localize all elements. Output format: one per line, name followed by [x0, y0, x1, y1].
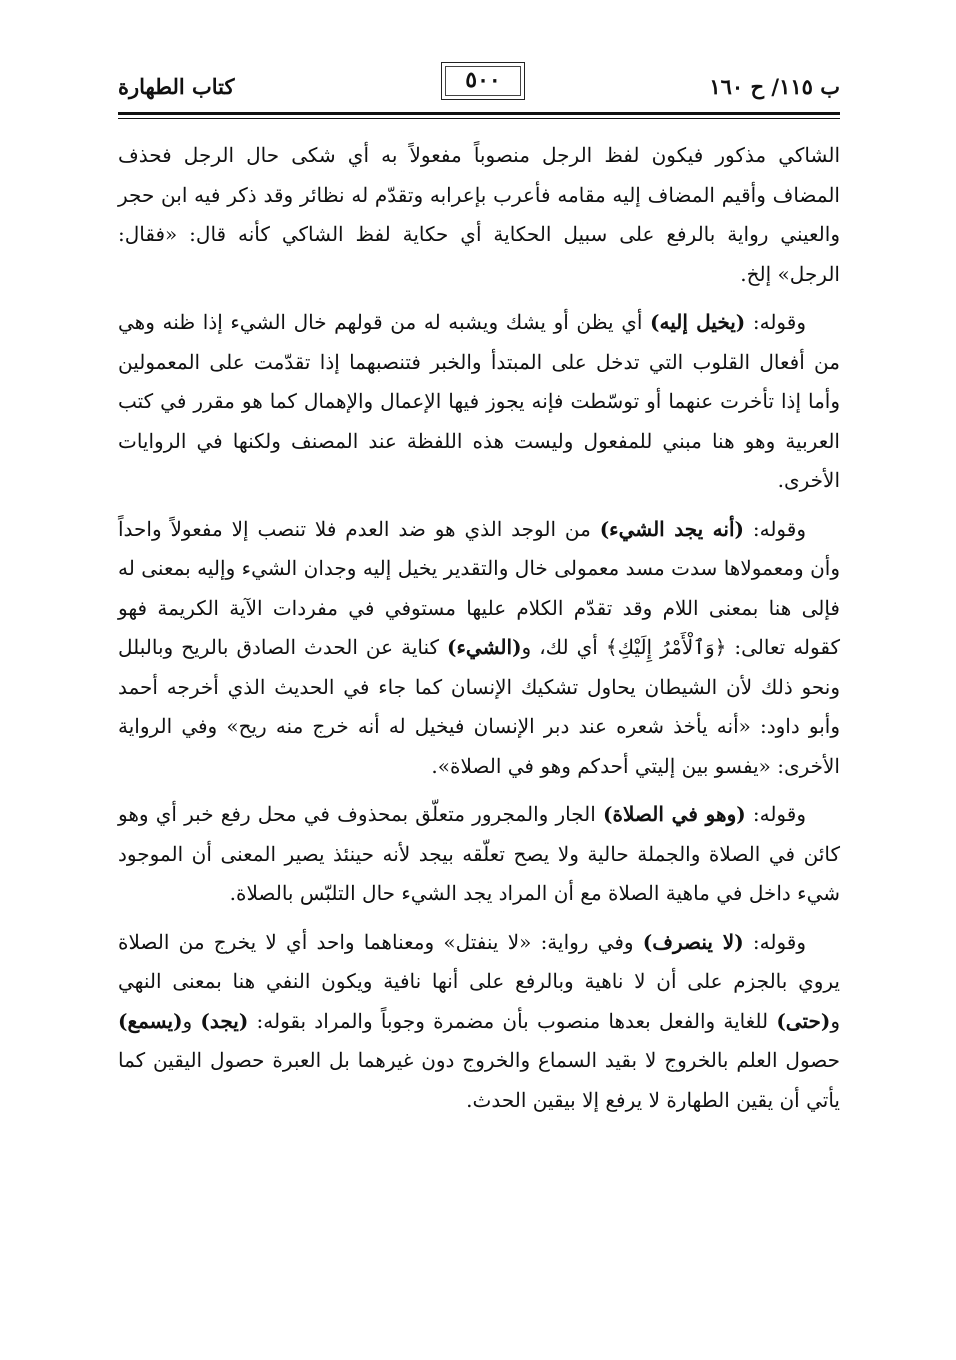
paragraph-text: الشاكي مذكور فيكون لفظ الرجل منصوباً مفعولاً به أي شكى حال الرجل فحذف المضاف وأقيم المضاف إليه مقامه فأعرب بإعرابه وتقدّم له نظائر وقد ذكر فيه ابن حجر والعيني رواية بالرفع على سبيل الحكاية أي حكاية لفظ الشاكي كأنه قال: «فقال: الرجل» إلخ.: [118, 143, 840, 286]
bold-term: (وهو في الصلاة): [603, 802, 746, 826]
paragraph-text: و: [182, 1008, 201, 1033]
body-text: [118, 136, 840, 1129]
paragraph-lead: وقوله:: [745, 310, 806, 334]
bold-term: (حتى): [776, 1008, 831, 1033]
paragraph-text: أي يظن أو يشك ويشبه له من قولهم خال الشيء إذا ظنه وهي من أفعال القلوب التي تدخل على المبتدأ والخبر فتنصبهما إذا تقدّمت على المعمولين وأما إذا تأخرت عنهما أو توسّطت فإنه يجوز فيها الإعمال والإهمال كما هو مقرر في كتب العربية وهو هنا مبني للمفعول وليست هذه اللفظة عند المصنف ولكنها في الروايات الأخرى.: [118, 310, 840, 492]
paragraph-text: حصول العلم بالخروج لا بقيد السماع والخروج دون غيرهما بل العبرة حصول اليقين كما يأتي أن يقين الطهارة لا يرفع إلا بيقين الحدث.: [118, 1048, 840, 1112]
bold-term: (يسمع): [118, 1008, 183, 1033]
paragraph-2: [118, 303, 840, 501]
bold-term: (يجد): [200, 1008, 249, 1033]
paragraph-5: [118, 923, 840, 1121]
bold-term: (لا ينصرف): [642, 929, 744, 954]
bold-term: (الشيء): [447, 635, 522, 659]
reference-number: ب ١١٥/ ح ١٦٠: [709, 74, 840, 99]
book-section-title: كتاب الطهارة: [118, 74, 235, 99]
paragraph-lead: وقوله:: [745, 802, 806, 826]
bold-term: (يخيل إليه): [650, 310, 746, 334]
paragraph-text: من الوجد الذي هو ضد العدم فلا تنصب إلا مفعولاً واحداً وأن ومعمولاها سدت مسد معمولى خال والتقدير يخيل إليه وجدان الشيء وإليه بمعنى له فإلى هنا بمعنى اللام وقد تقدّم الكلام عليها مستوفي في مفردات الآية الكريمة فهو كقوله تعالى: ﴿وَٱلْأَمْرُ إِلَيْكِ﴾ أي لك، و: [118, 516, 840, 659]
paragraph-text: الجار والمجرور متعلّق بمحذوف في محل رفع خبر أي وهو كائن في الصلاة والجملة حالية ولا يصح تعلّقه بيجد لأنه حينئذ يصير المعنى أن الموجود شيء داخل في ماهية الصلاة مع أن المراد يجد الشيء حال التلبّس بالصلاة.: [118, 802, 840, 905]
paragraph-lead: وقوله:: [743, 929, 806, 954]
paragraph-lead: وقوله:: [744, 516, 806, 541]
header-rule-thick: [118, 112, 840, 115]
paragraph-3: [118, 510, 840, 787]
page-header: [118, 62, 840, 110]
paragraph-4: [118, 795, 840, 914]
page-number: ٥٠٠: [441, 62, 525, 100]
paragraph-text: كناية عن الحدث الصادق بالريح وبالبلل ونحو ذلك لأن الشيطان يحاول تشكيك الإنسان كما جاء في الحديث الذي أخرجه أحمد وأبو داود: «أنه يأخذ شعره عند دبر الإنسان فيخيل له أنه خرج منه ريح» وفي الرواية الأخرى: «يفسو بين إليتي أحدكم وهو في الصلاة».: [118, 635, 841, 778]
bold-term: (أنه يجد الشيء): [599, 516, 744, 541]
paragraph-1: [118, 136, 840, 294]
header-rule-thin: [118, 118, 840, 119]
paragraph-text: للغاية والفعل بعدها منصوب بأن مضمرة وجوباً والمراد بقوله:: [248, 1008, 777, 1033]
paragraph-text: وفي رواية: «لا ينفتل» ومعناهما واحد أي لا يخرج من الصلاة يروي بالجزم على أن لا ناهية وبالرفع على أنها نافية ويكون النفي هنا بمعنى النهي و: [118, 929, 840, 1033]
